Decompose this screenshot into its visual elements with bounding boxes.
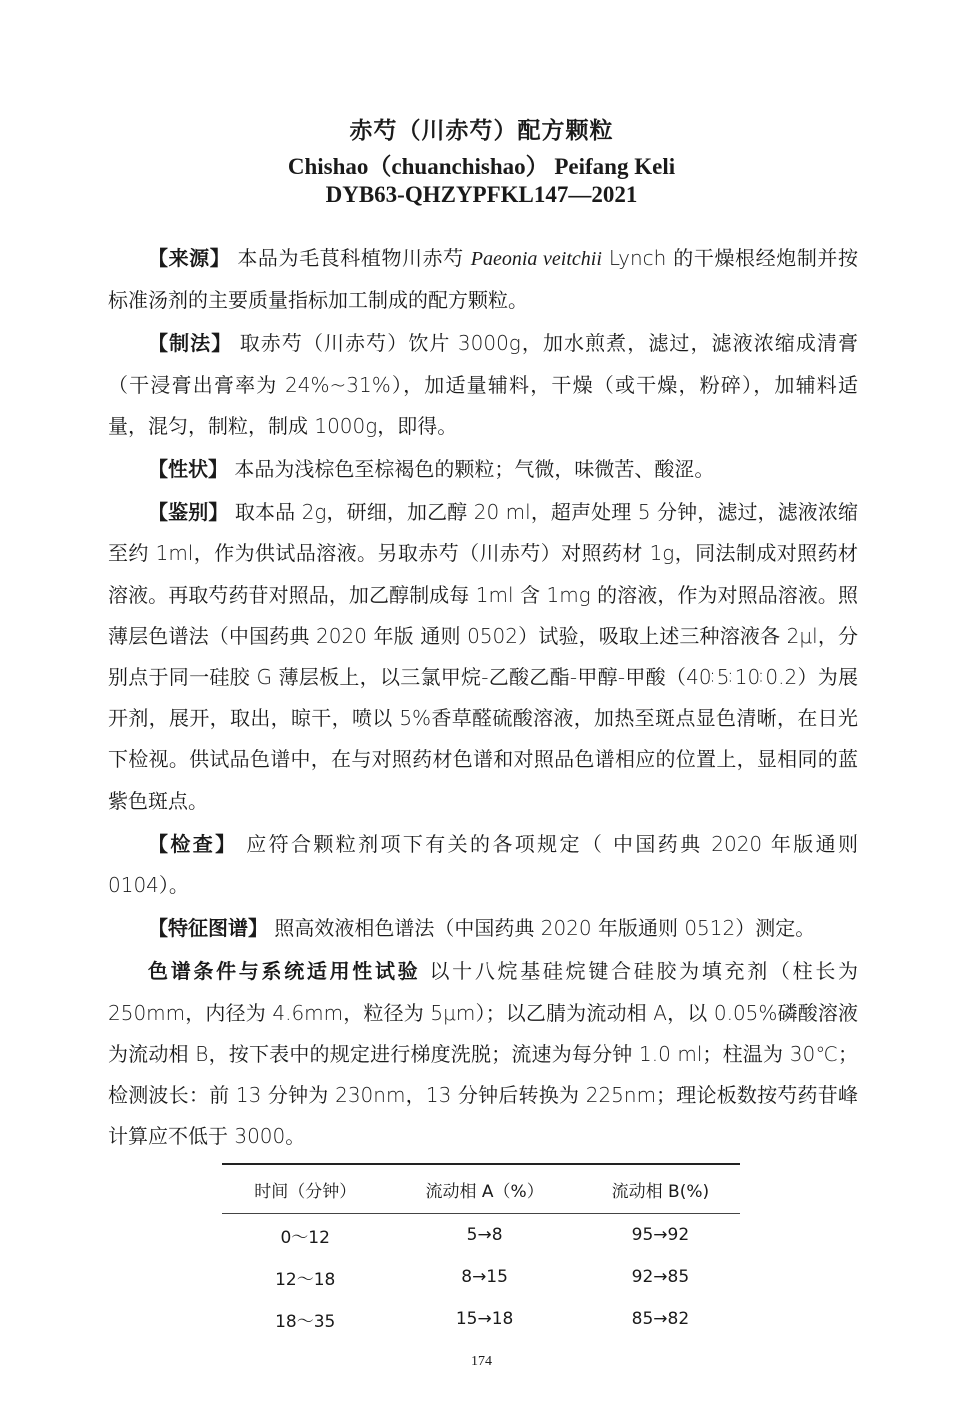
section-text: 照高效液相色谱法（中国药典 2020 年版通则 0512）测定。 bbox=[268, 916, 816, 941]
column-header-phase-b: 流动相 B(%) bbox=[611, 1181, 710, 1202]
section-heading: 【特征图谱】 bbox=[148, 916, 268, 941]
section-preparation bbox=[108, 323, 858, 447]
gradient-table bbox=[222, 1163, 740, 1339]
table-cell: 92→85 bbox=[631, 1267, 690, 1287]
table-cell: 5→8 bbox=[466, 1225, 503, 1245]
table-cell: 12～18 bbox=[275, 1269, 336, 1290]
section-text: 本品为浅棕色至棕褐色的颗粒；气微，味微苦、酸涩。 bbox=[228, 457, 715, 482]
table-cell: 18～35 bbox=[275, 1311, 336, 1332]
table-cell: 8→15 bbox=[461, 1267, 508, 1287]
section-source bbox=[108, 238, 858, 321]
section-heading: 【性状】 bbox=[148, 457, 228, 482]
table-row bbox=[222, 1298, 740, 1339]
section-text: Lynch 的干燥根经炮制并按标准汤剂的主要质量指标加工制成的配方颗粒。 bbox=[108, 246, 859, 313]
section-text: 以十八烷基硅烷键合硅胶为填充剂（柱长为 250mm，内径为 4.6mm，粒径为 5μm）；以乙腈为流动相 A，以 0.05%磷酸溶液为流动相 B，按下表中的规定进行梯度洗脱；流速为每分钟 1.0 ml；柱温为 30℃；检测波长：前 13 分钟为 230nm，13 分钟后转换为 225nm；理论板数按芍药苷峰计算应不低于 3000。 bbox=[108, 959, 859, 1149]
section-heading: 【来源】 bbox=[148, 246, 231, 270]
page-number: 174 bbox=[471, 1354, 492, 1369]
title-chinese: 赤芍（川赤芍）配方颗粒 bbox=[349, 118, 614, 144]
table-header-row bbox=[222, 1164, 740, 1214]
table-cell: 85→82 bbox=[631, 1309, 690, 1329]
section-character bbox=[108, 449, 858, 490]
section-heading: 【检查】 bbox=[148, 831, 238, 856]
section-text: 应符合颗粒剂项下有关的各项规定（ 中国药典 2020 年版通则 0104）。 bbox=[108, 831, 859, 898]
title-english: Chishao（chuanchishao） Peifang Keli bbox=[287, 154, 676, 179]
column-header-time: 时间（分钟） bbox=[254, 1181, 357, 1202]
latin-name: Paeonia veitchii bbox=[470, 248, 602, 270]
table-cell: 15→18 bbox=[455, 1309, 514, 1329]
section-text: 取本品 2g，研细，加乙醇 20 ml，超声处理 5 分钟，滤过，滤液浓缩至约 1ml，作为供试品溶液。另取赤芍（川赤芍）对照药材 1g，同法制成对照药材溶液。再取芍药苷对照品，加乙醇制成每 1ml 含 1mg 的溶液，作为对照品溶液。照薄层色谱法（中国药典 2020 年版 通则 0502）试验，吸取上述三种溶液各 2μl，分别点于同一硅胶 G 薄层板上，以三氯甲烷-乙酸乙酯-甲醇-甲酸（40∶5∶10∶0.2）为展开剂，展开，取出，晾干，喷以 5%香草醛硫酸溶液，加热至斑点显色清晰，在日光下检视。供试品色谱中，在与对照药材色谱和对照品色谱相应的位置上，显相同的蓝紫色斑点。 bbox=[108, 500, 858, 813]
table-row bbox=[222, 1214, 740, 1257]
section-text: 取赤芍（川赤芍）饮片 3000g，加水煎煮，滤过，滤液浓缩成清膏（干浸膏出膏率为 24%~31%），加适量辅料，干燥（或干燥，粉碎），加辅料适量，混匀，制粒，制成 1000g，即得。 bbox=[108, 331, 858, 438]
section-heading: 色谱条件与系统适用性试验 bbox=[148, 959, 421, 984]
section-fingerprint bbox=[108, 908, 858, 949]
monograph-body bbox=[108, 238, 858, 1159]
section-heading: 【制法】 bbox=[148, 331, 233, 356]
standard-code: DYB63-QHZYPFKL147—2021 bbox=[325, 182, 638, 207]
table-cell: 95→92 bbox=[631, 1225, 690, 1245]
section-identification bbox=[108, 492, 858, 822]
column-header-phase-a: 流动相 A（%） bbox=[425, 1181, 544, 1202]
section-conditions bbox=[108, 951, 858, 1157]
gradient-table-wrap bbox=[222, 1163, 740, 1339]
table-row bbox=[222, 1256, 740, 1298]
section-inspection bbox=[108, 824, 858, 906]
table-cell: 0～12 bbox=[280, 1227, 330, 1248]
section-heading: 【鉴别】 bbox=[148, 500, 229, 525]
section-text: 本品为毛茛科植物川赤芍 bbox=[230, 246, 471, 270]
